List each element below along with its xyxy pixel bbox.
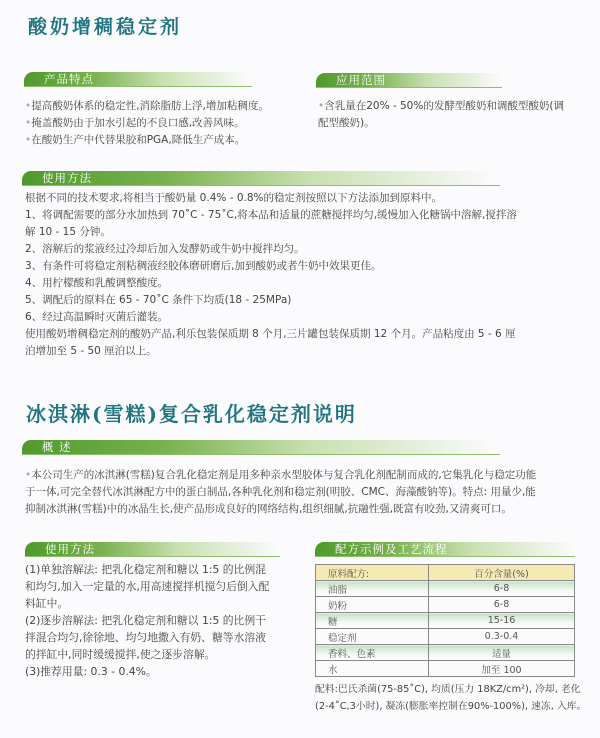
features-heading: 产品特点: [24, 72, 252, 86]
features-header: [24, 72, 252, 87]
overview-text: •本公司生产的冰淇淋(雪糕)复合乳化稳定剂是用多种亲水型胶体与复合乳化剂配制而成的,它集乳化与稳定功能 于一体,可完全替代冰淇淋配方中的蛋白制品,各种乳化剂和稳定剂(明胶、CMC、海藻酸钠等)。特点: 用量少,能 抑制冰淇淋(雪糕)中的冰晶生长,使产品形成良好的网络结构,组织细腻,抗融性强,既富有咬劲,又清爽可口。: [25, 467, 536, 518]
usage-line: 根据不同的技术要求,将相当于酸奶量 0.4% - 0.8%的稳定剂按照以下方法添加到原料中。: [25, 192, 442, 204]
usage-line: 使用酸奶增稠稳定剂的酸奶产品,利乐包装保质期 8 个月,三片罐包装保质期 12 个月。产品粘度由 5 - 6 厘: [25, 328, 516, 340]
cell: 6-8: [429, 597, 575, 613]
usage-line: (3)推荐用量: 0.3 - 0.4%。: [25, 665, 157, 678]
icecream-usage-heading: 使用方法: [25, 542, 280, 556]
usage-line: 4、用柠檬酸和乳酸调整酸度。: [25, 277, 169, 289]
cell: 15-16: [429, 613, 575, 629]
table-row: [316, 661, 575, 677]
overview-heading: 概 述: [22, 440, 500, 454]
usage-line: 2、溶解后的浆液经过冷却后加入发酵奶或牛奶中搅拌均匀。: [25, 243, 305, 255]
cell: 6-8: [429, 581, 575, 597]
list-item: •在酸奶生产中代替果胶和PGA,降低生产成本。: [25, 134, 246, 146]
icecream-title: 冰淇淋(雪糕)复合乳化稳定剂说明: [26, 402, 357, 426]
cell: 香料、色素: [316, 645, 429, 661]
usage-line: 3、有条件可将稳定剂粘稠液经胶体磨研磨后,加到酸奶或者牛奶中效果更佳。: [25, 260, 382, 272]
cell: 加至 100: [429, 661, 575, 677]
usage-line: 5、调配后的原料在 65 - 70˚C 条件下均质(18 - 25MPa): [25, 294, 292, 306]
scope-header: [316, 73, 502, 88]
overview-line: 于一体,可完全替代冰淇淋配方中的蛋白制品,各种乳化剂和稳定剂(明胶、CMC、海藻酸钠等)。特点: 用量少,能: [25, 486, 536, 498]
scope-line: 含乳量在20% - 50%的发酵型酸奶和调酸型酸奶(调: [324, 100, 564, 112]
cell: 0.3-0.4: [429, 629, 575, 645]
formula-notes: [315, 681, 586, 715]
usage-line: (2)逐步溶解法: 把乳化稳定剂和糖以 1:5 的比例干: [25, 614, 266, 627]
note-line: (2-4˚C,3小时), 凝冻(膨胀率控制在90%-100%), 速冻, 入库。: [315, 701, 587, 712]
cell: 奶粉: [316, 597, 429, 613]
list-item: •提高酸奶体系的稳定性,消除脂肪上浮,增加粘稠度。: [25, 100, 269, 112]
list-item: •掩盖酸奶由于加水引起的不良口感,改善风味。: [25, 117, 245, 129]
usage-line: 1、将调配需要的部分水加热到 70˚C - 75˚C,将本品和适量的蔗糖搅拌均匀,缓慢加入化糖锅中溶解,搅拌溶: [25, 209, 517, 221]
overview-line: 本公司生产的冰淇淋(雪糕)复合乳化稳定剂是用多种亲水型胶体与复合乳化剂配制而成的,它集乳化与稳定功能: [31, 469, 537, 481]
table-row: [316, 597, 575, 613]
note-line: 配料:巴氏杀菌(75-85˚C), 均质(压力 18KZ/cm²), 冷却, 老化: [315, 684, 581, 695]
features-list: [25, 98, 269, 149]
cell: 水: [316, 661, 429, 677]
yogurt-title: 酸奶增稠稳定剂: [28, 16, 183, 38]
usage-line: 拌混合均匀,徐徐地、均匀地撒入有奶、糖等水溶液: [25, 631, 266, 644]
cell: 油脂: [316, 581, 429, 597]
overview-header: [22, 440, 500, 455]
table-row: [316, 645, 575, 661]
usage-line: 6、经过高温瞬时灭菌后灌装。: [25, 311, 169, 323]
yogurt-usage-heading: 使用方法: [22, 171, 500, 185]
icecream-usage-header: [25, 542, 280, 557]
usage-line: 的拌缸中,同时缓缓搅拌,使之逐步溶解。: [25, 648, 216, 661]
table-row: [316, 629, 575, 645]
cell: 糖: [316, 613, 429, 629]
yogurt-usage-header: [22, 171, 500, 186]
icecream-usage-text: [25, 561, 269, 680]
overview-line: 抑制冰淇淋(雪糕)中的冰晶生长,使产品形成良好的网络结构,组织细腻,抗融性强,既富有咬劲,又清爽可口。: [25, 503, 512, 515]
scope-line: 配型酸奶)。: [318, 117, 375, 129]
formula-heading: 配方示例及工艺流程: [315, 542, 575, 556]
cell: 适量: [429, 645, 575, 661]
usage-line: (1)单独溶解法: 把乳化稳定剂和糖以 1:5 的比例混: [25, 563, 266, 576]
usage-line: 解 10 - 15 分钟。: [25, 226, 111, 238]
table-header-row: [316, 565, 575, 581]
yogurt-usage-text: [25, 190, 517, 360]
usage-line: 泊增加至 5 - 50 厘泊以上。: [25, 345, 157, 357]
formula-table: [315, 564, 575, 677]
usage-line: 料缸中。: [25, 597, 69, 610]
usage-line: 和均匀,加入一定量的水,用高速搅拌机搅匀后倒入配: [25, 580, 270, 593]
formula-header: [315, 542, 575, 557]
column-header: 百分含量(%): [429, 565, 575, 581]
table-row: [316, 581, 575, 597]
table-row: [316, 613, 575, 629]
cell: 稳定剂: [316, 629, 429, 645]
scope-heading: 应用范围: [316, 73, 502, 87]
column-header: 原料配方:: [316, 565, 429, 581]
scope-text: •含乳量在20% - 50%的发酵型酸奶和调酸型酸奶(调 配型酸奶)。: [318, 98, 564, 132]
